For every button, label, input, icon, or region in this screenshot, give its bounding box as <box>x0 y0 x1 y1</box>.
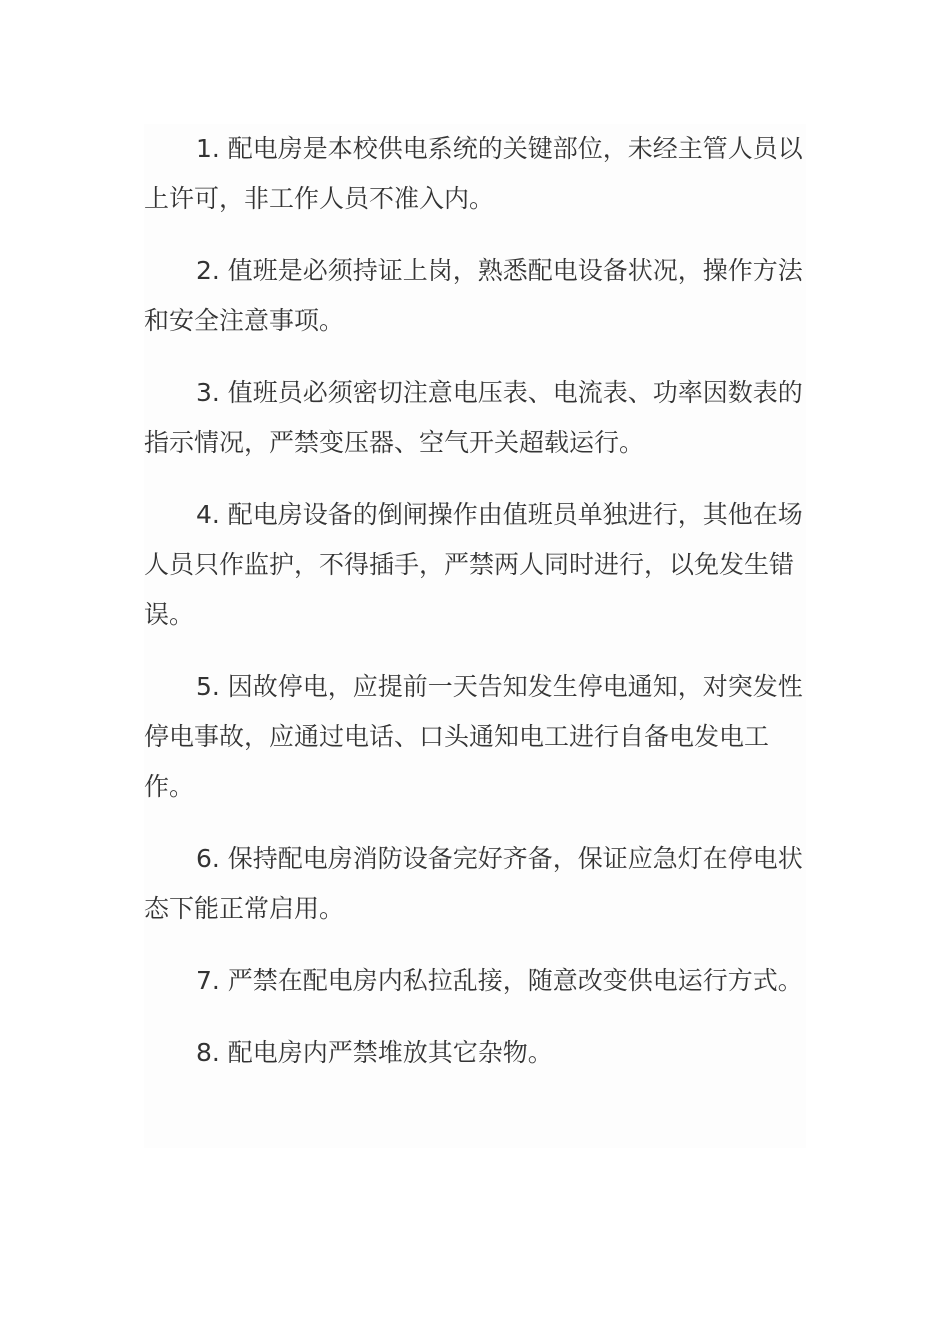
rule-item-7: 7. 严禁在配电房内私拉乱接，随意改变供电运行方式。 <box>196 966 803 995</box>
rule-item-8: 8. 配电房内严禁堆放其它杂物。 <box>196 1038 553 1067</box>
rule-item-6: 6. 保持配电房消防设备完好齐备，保证应急灯在停电状态下能正常启用。 <box>144 844 803 923</box>
rule-item-1: 1. 配电房是本校供电系统的关键部位，未经主管人员以上许可，非工作人员不准入内。 <box>144 134 803 213</box>
rule-item-4: 4. 配电房设备的倒闸操作由值班员单独进行，其他在场人员只作监护，不得插手，严禁两人同时进行，以免发生错误。 <box>144 500 803 629</box>
rule-item-3: 3. 值班员必须密切注意电压表、电流表、功率因数表的指示情况，严禁变压器、空气开关超载运行。 <box>144 378 803 457</box>
rule-item-2: 2. 值班是必须持证上岗，熟悉配电设备状况，操作方法和安全注意事项。 <box>144 256 803 335</box>
rules-list <box>144 124 806 1078</box>
document-page <box>144 124 806 1148</box>
rule-item-5: 5. 因故停电，应提前一天告知发生停电通知，对突发性停电事故，应通过电话、口头通知电工进行自备电发电工作。 <box>144 672 803 801</box>
